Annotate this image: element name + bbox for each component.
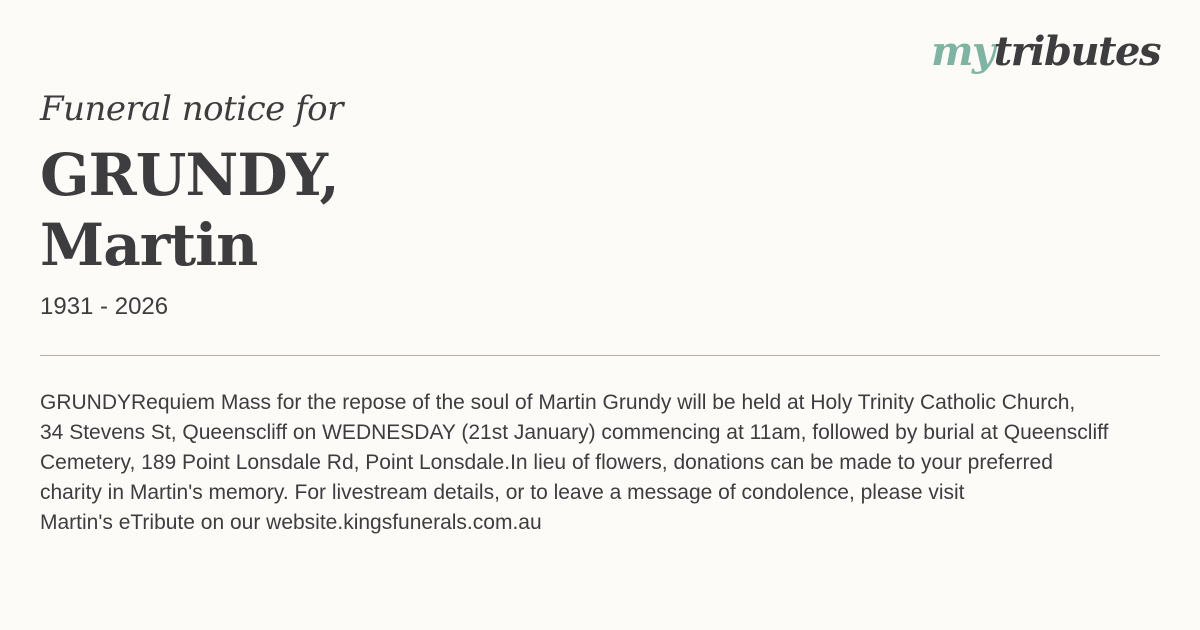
life-years: 1931 - 2026 — [40, 293, 169, 320]
logo-tributes: tributes — [993, 28, 1160, 75]
deceased-name — [40, 140, 339, 280]
divider — [40, 355, 1160, 356]
notice-intro: Funeral notice for — [40, 89, 343, 129]
deceased-given-name: Martin — [40, 211, 258, 279]
mytributes-logo[interactable] — [931, 28, 1160, 75]
deceased-surname: GRUNDY, — [40, 141, 339, 209]
notice-body: GRUNDYRequiem Mass for the repose of the soul of Martin Grundy will be held at Holy Trinity Catholic Church, 34 Stevens St, Queenscliff on WEDNESDAY (21st January) commencing at 11am, followed by burial at Queenscliff Cemetery, 189 Point Lonsdale Rd, Point Lonsdale.In lieu of flowers, donations can be made to your preferred charity in Martin's memory. For livestream details, or to leave a message of condolence, please visit Martin's eTribute on our website.kingsfunerals.com.au — [40, 391, 1109, 534]
logo-my: my — [931, 28, 994, 75]
